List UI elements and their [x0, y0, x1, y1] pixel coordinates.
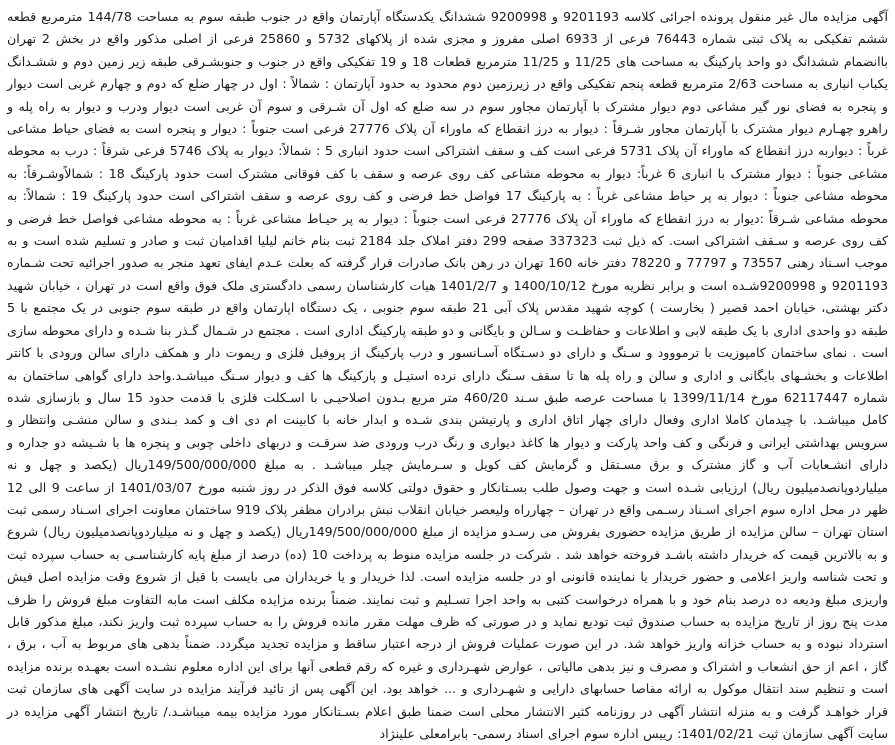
- auction-notice-text: آگهی مزایده مال غیر منقول پرونده اجرائی کلاسه 9201193 و 9200998 ششدانگ یکدستگاه آپارتمان واقع در جنوب طبقه سوم به مساحت 144/78 مترمربع قطعه ششم تفکیکی به پلاک ثبتی شماره 76443 فرعی از 6933 اصلی مفروز و مجزی شده از پلاکهای 5732 و 25860 فرعی از اصلی مذکور واقع در بخش 2 تهران باانضمام ششدانگ دو واحد پارکینگ به مساحت های 11/25 و 11/25 مترمربع قطعات 18 و 19 تفکیکی واقع در جنوب و جنوبشـرقی طبقه زیر زمین دوم و ششـدانگ یکباب انباری به مساحت 2/63 مترمربع قطعه پنجم تفکیکی واقع در زیرزمین دوم محدود به حدود آپارتمان : شمالاً : اول در چهار ضلع که دوم و چهارم غربی است دیوار و پنجره به فضای نور گیر مشاعی دوم دیوار مشترک با آپارتمان مجاور سوم در سه ضلع که اول آن شـرقی و سوم آن غربی است دیوار ودرب و دیوار به راه پله و راهرو چهـارم دیوار مشترک با آپارتمان مجاور شـرقاً : دیوار به درز انقطاع که ماوراء آن پلاک 27776 فرعی است جنوباً : دیوار و پنجره است به فضای حیاط مشاعی غرباً : دیواربه درز انقطاع که ماوراء آن پلاک 5731 فرعی است کف و سقف اشتراکی است حدود انباری 5 : شمالاً: دیوار به پلاک 5746 فرعی شرقاً : درب به محوطه مشاعی جنوباً : دیوار مشترک با انباری 6 غرباً: دیوار به محوطه مشاعی کف روی عرصه و سقف با کف فوقانی مشترک است حدود پارکینگ 18 : شمالاًوشـرقاً: به محوطه مشاعی جنوباً : دیوار به پر حیاط مشاعی غرباً : به پارکینگ 17 فواصل خط فرضی و کف روی عرصه و سقف اشتراکی است حدود پارکینگ 19 : شمالاً: به محوطه مشاعی شـرقاً :دیوار به درز انقطاع که ماوراء آن پلاک 27776 فرعی است جنوباً : دیوار به پر حیـاط مشاعی غرباً : به محوطه مشاعی فواصل خط فرضی و کف روی عرصه و سـقف اشتراکی است. که ذیل ثبت 337323 صفحه 299 دفتر املاک جلد 2184 ثبت بنام خانم لیلیا اقدامیان ثبت و صادر و تسلیم شده است و به موجب اسـناد رهنی 73557 و 77797 و 78220 دفتر خانه 160 تهران در رهن بانک صادرات قرار گرفته که بعلت عـدم ایفای تعهد منجر به صدور اجرائیه تحت شـماره 9201193 و 9200998شـده است و برابر نظریه مورخ 1400/10/12 و 1401/2/7 هیات کارشناسان رسمی دادگستری ملک فوق واقع است در تهران ، خیابان شهید دکتر بهشتی، خیابان احمد قصیر ( بخارست ) کوچه شهید مقدس پلاک آبی 21 طبقه سوم جنوبی ، یک دستگاه اپارتمان واقع در طبقه سوم جنوبی در یک مجتمع با 5 طبقه دو واحدی اداری با یک طبقه لابی و اطلاعات و حفاظـت و سـالن و بایگانی و دو طبقه پارکینگ اداری است . مجتمع در شـمال گـذر بنا شـده و دارای محوطه سازی است . نمای ساختمان کامپوزیت با ترمووود و سـنگ و دارای دو دسـتگاه آسـانسور و درب پارکینگ از پروفیل فلزی و ریموت دار و همکف دارای سالن ورودی با کانتر اطلاعات و بخشـهای بایگانی و اداری و سالن و راه پله ها تا سقف سـنگ دارای نرده استیـل و پارکینگ ها کف و دیوار سـنگ میباشـد.واحد دارای گواهی ساختمان به شماره 62117447 مورخ 1399/11/14 با مساحت عرصه طبق سـند 460/20 متر مربع بـدون اصلاحیـی با اسـکلت فلزی با قدمت حدود 15 سال و بازسازی شده کامل میباشـد. با چیدمان کاملا اداری وفعال دارای چهار اتاق اداری و پارتیشن بندی شـده و ابدار خانه با کابینت ام دی اف و کمد بـندی و سالن منشـی وانتظار و سرویس بهداشتی ایرانی و فرنگی و کف واحد پارکت و دیوار ها کاغذ دیواری و رنگ درب ورودی ضد سرقـت و دربهای داخلی چوبی و پنجره ها با شـیشه دو جداره و دارای انشـعابات آب و گاز مشترک و برق مسـتقل و گرمایش کف کویل و سـرمایش چیلر میباشـد . به مبلغ 149/500/000/000ریال (یکصد و چهل و نه میلیاردوپانصدمیلیون ریال) ارزیابی شـده است و جهت وصول طلب بسـتانکار و حقوق دولتی کلاسه فوق الذکر در روز شنبه مورخ 1401/03/07 از ساعت 9 الی 12 ظهر در محل اداره سوم اجرای اسـناد رسـمی واقع در تهران – چهارراه ولیعصر خیابان انقلاب نبش برادران مظفر پلاک 919 ساختمان معاونت اجرای اسـناد رسمی ثبت استان تهران – سالن مزایده از طریق مزایده حضوری بفروش می رسـدو مزایده از مبلغ 149/500/000/000ریال (یکصد و چهل و نه میلیاردوپانصدمیلیون ریال) شروع و به بالاترین قیمت که خریدار داشته باشـد فروخته خواهد شد . شرکت در جلسه مزایده منوط به پرداخت 10 (ده) درصد از مبلغ پایه کارشناسـی به حساب سپرده ثبت و تحت شناسه واریز اعلامی و حضور خریدار یا نماینده قانونی او در جلسه مزایده است. لذا خریدار و یا خریداران می بایست با قبل از شروع وقت مزایده اصل فیش واریزی مبلغ ودیعه ده درصد بنام خود و با همراه درخواست کتبی به واحد اجرا تسـلیم و ثبت نمایند. ضمناً برنده مزایده مکلف است مابه التفاوت مبلغ فروش را ظرف مدت پنج روز از تاریخ مزایده به حساب صندوق ثبت تودیع نماید و در صورتی که ظرف مهلت مقرر مانده فروش را به حساب سپرده ثبت واریز نکند، مبلغ مذکور قابل استرداد نبوده و به حساب خزانه واریز خواهد شد. در این صورت عملیات فروش از درجه اعتبار ساقط و مزایده تجدید میگردد. ضمناً بدهی های مربوط به آب ، برق ، گاز ، اعم از حق انشعاب و اشتراک و مصرف و نیز بدهی مالیاتی ، عوارض شهـرداری و غیره که رقم قطعی آنها برای این اداره معلوم نشـده است بعهـده برنده مزایده است و تنظیم سند انتقال موکول به ارائه مفاصا حسابهای دارایی و شهـرداری و ... خواهد بود. این آگهی پس از تائید فرآیند مزایده در سایت آگهی های سازمان ثبت قرار خواهـد گرفت و به منزله انتشار آگهی در روزنامه کثیر الانتشار محلی است ضمنا طبق اعلام بسـتانکار مورد مزایده بیمه میباشـد./ تاریخ انتشار آگهی مزایده در سایت آگهی سازمان ثبت 1401/02/21: رییس اداره سوم اجرای اسناد رسمی- بابرامعلی علینژاد: [7, 9, 889, 741]
